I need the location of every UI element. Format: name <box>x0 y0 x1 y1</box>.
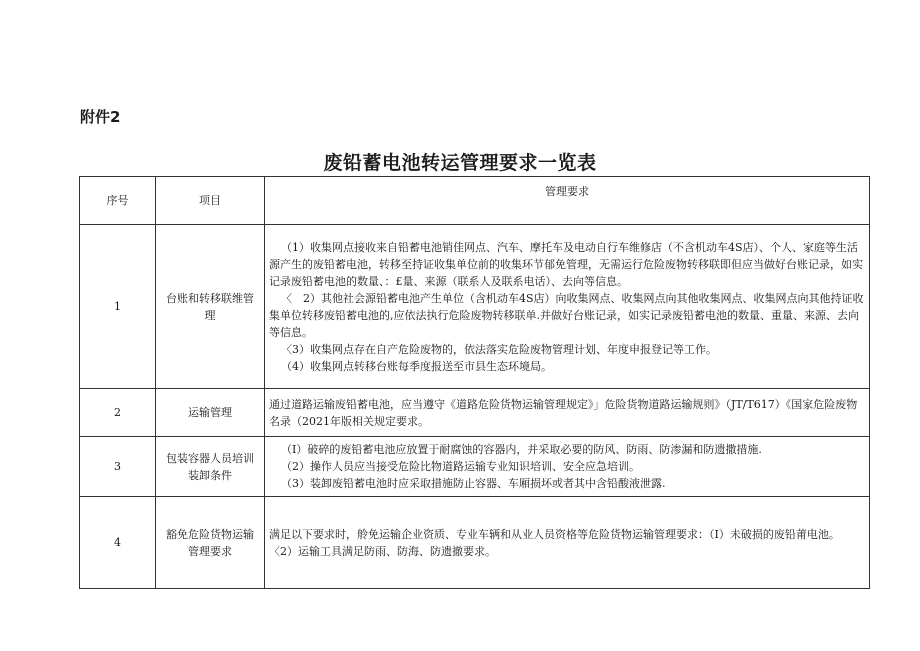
requirement-text: 满足以下要求时，舲免运输企业资质、专业车辆和从业人员资格等危险货物运输管理要求：（I）未破损的废铅莆电池。 <box>269 527 840 541</box>
table-row <box>80 389 870 437</box>
requirement-text: 〈 2）其他社会源铅蓄电池产生单位（含机动车4S店）向收集网点、收集网点向其他收集网点、收集网点向其他持证收集单位转移废铅蓄电池的,应依法执行危险废物转移联单.并做好台账记录，如实记录废铅蓄电池的数量、重量、来源、去向等信息。 <box>269 291 864 339</box>
requirement-text: （1）收集网点接收来自铅蓄电池销佳网点、汽车、摩托车及电动自行车维修店（不含机动车4S店）、个人、家庭等生活源产生的废铅蓄电池，转移至持证收集单位前的收集环节郁免管理，无需运行危险废物转移联即但应当做好台账记录，如实记录废铅蓄电池的数量、：£量、来源（联系人及联系电话）、去向等信息。 <box>269 240 863 288</box>
row-requirements <box>265 225 870 389</box>
requirement-text: （I）破碎的废铅蓄电池应放置于耐腐蚀的容器内，并采取必要的防风、防雨、防渗漏和防遗撒措施. <box>281 443 762 456</box>
row-item: 运输管理 <box>156 389 265 437</box>
row-requirements <box>265 389 870 437</box>
requirement-text: （2）操作人员应当接受危险比物道路运输专业知识培训、安全应急培训。 <box>281 460 640 473</box>
annex-label: 附件2 <box>80 108 121 126</box>
table-row <box>80 225 870 389</box>
table-row <box>80 437 870 497</box>
table-header-row <box>80 177 870 225</box>
header-item: 项目 <box>156 177 265 225</box>
requirements-table <box>79 176 870 589</box>
requirement-text: 〈2）运输工具满足防雨、防海、防遗撤要求。 <box>269 544 496 558</box>
requirement-text: （4）收集网点转移台账每季度报送至市县生态环境局。 <box>281 359 552 373</box>
row-number: 1 <box>80 225 156 389</box>
requirement-text: 通过道路运输废铅蓄电池，应当遵守《道路危险货物运输管理规定》」危险货物道路运输规则》（JT/T617）《国家危险废物名录（2021年版相关规定要求。 <box>269 397 858 428</box>
row-number: 3 <box>80 437 156 497</box>
table-row <box>80 497 870 589</box>
row-item: 豁免危险货物运输管理要求 <box>156 497 265 589</box>
requirement-text: （3）装卸废铅蓄电池时应采取措施防止容器、车厢损坏或者其中含铅酸液泄露. <box>281 477 666 490</box>
requirement-text: 〈3）收集网点存在自产危险废物的，依法落实危险废物管理计划、年度申报登记等工作。 <box>281 342 717 356</box>
row-number: 4 <box>80 497 156 589</box>
header-requirements: 管理要求 <box>265 177 870 225</box>
row-requirements <box>265 497 870 589</box>
row-requirements <box>265 437 870 497</box>
row-item: 包装容器人员培训装卸条件 <box>156 437 265 497</box>
row-number: 2 <box>80 389 156 437</box>
document-title: 废铅蓄电池转运管理要求一览表 <box>323 152 597 174</box>
row-item: 台账和转移联维管理 <box>156 225 265 389</box>
header-serial: 序号 <box>80 177 156 225</box>
